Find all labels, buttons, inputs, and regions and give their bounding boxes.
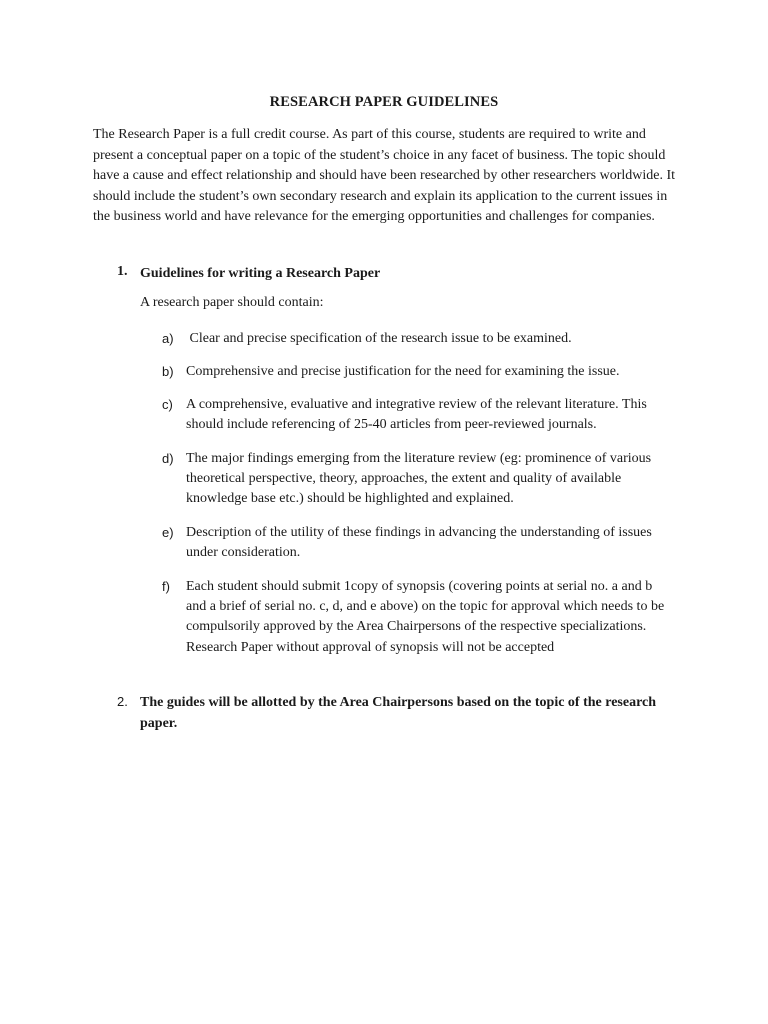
list-item-text-a: Clear and precise specification of the research issue to be examined. bbox=[186, 331, 572, 346]
intro-paragraph: The Research Paper is a full credit course. As part of this course, students are required to write and present a conceptual paper on a topic of the student’s choice in any facet of business. The topic should have a cause and effect relationship and should have been researched by other researchers worldwide. It should include the student’s own secondary research and explain its application to the current issues in the business world and have relevance for the emerging opportunities and challenges for companies. bbox=[93, 127, 676, 225]
list-item-text-e: Description of the utility of these findings in advancing the understanding of issues under consideration. bbox=[186, 525, 652, 561]
section-1-number: 1. bbox=[117, 264, 128, 279]
list-item-label-c: c) bbox=[162, 397, 173, 412]
section-1-heading: Guidelines for writing a Research Paper bbox=[140, 266, 381, 281]
list-item-label-f: f) bbox=[162, 579, 170, 594]
section-2-heading: The guides will be allotted by the Area Chairpersons based on the topic of the research paper. bbox=[140, 695, 657, 731]
list-item-text-f: Each student should submit 1copy of synopsis (covering points at serial no. a and b and a brief of serial no. c, d, and e above) on the topic for approval which needs to be compulsorily approved by the Area Chairpersons of the respective specializations. Research Paper without approval of synopsis will not be accepted bbox=[186, 579, 665, 655]
list-item-label-a: a) bbox=[162, 331, 174, 346]
list-item-label-d: d) bbox=[162, 451, 174, 466]
section-2-number: 2. bbox=[117, 694, 128, 709]
list-item-text-b: Comprehensive and precise justification for the need for examining the issue. bbox=[186, 364, 620, 379]
list-item-text-d: The major findings emerging from the literature review (eg: prominence of various theoretical perspective, theory, approaches, the extent and quality of available knowledge base etc.) should be highlighted and explained. bbox=[186, 451, 652, 507]
section-1-lead: A research paper should contain: bbox=[140, 295, 324, 310]
page-title: RESEARCH PAPER GUIDELINES bbox=[269, 94, 499, 110]
list-item-label-e: e) bbox=[162, 525, 174, 540]
list-item-label-b: b) bbox=[162, 364, 174, 379]
list-item-text-c: A comprehensive, evaluative and integrative review of the relevant literature. This should include referencing of 25-40 articles from peer-reviewed journals. bbox=[186, 397, 647, 433]
